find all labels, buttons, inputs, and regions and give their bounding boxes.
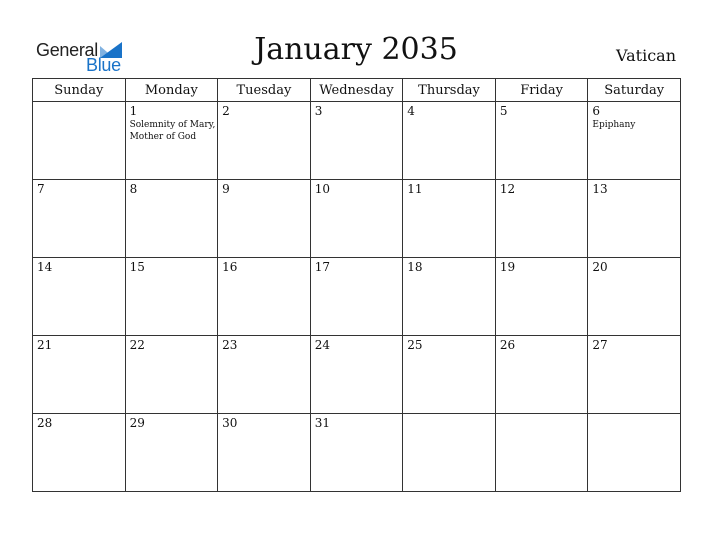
- day-number: 15: [129, 260, 145, 274]
- day-number: 30: [222, 416, 238, 430]
- day-cell: [218, 414, 311, 492]
- day-number: 11: [407, 182, 423, 196]
- day-cell: [495, 102, 588, 180]
- day-cell: [218, 180, 311, 258]
- day-number: 29: [129, 416, 145, 430]
- weekday-header-thursday: Thursday: [403, 79, 496, 102]
- day-number: 12: [499, 182, 516, 196]
- weekday-header-saturday: Saturday: [588, 79, 681, 102]
- day-number: 18: [407, 260, 423, 274]
- day-number: [588, 414, 680, 416]
- month-calendar: [32, 78, 681, 492]
- day-cell: [588, 102, 681, 180]
- day-number: [403, 414, 495, 416]
- day-cell: [218, 102, 311, 180]
- day-number: 7: [37, 182, 45, 196]
- day-cell: [33, 180, 126, 258]
- day-cell: [218, 258, 311, 336]
- day-number: 25: [407, 338, 423, 352]
- day-cell: [310, 336, 403, 414]
- day-cell: [33, 336, 126, 414]
- day-cell: [125, 336, 218, 414]
- day-cell: [403, 414, 496, 492]
- day-number: 14: [37, 260, 53, 274]
- day-number: 31: [314, 416, 330, 430]
- logo-word-general: General: [36, 40, 98, 60]
- day-cell: [495, 414, 588, 492]
- day-number: 4: [407, 104, 415, 118]
- weekday-header-monday: Monday: [125, 79, 218, 102]
- day-number: 17: [314, 260, 330, 274]
- day-number: 28: [37, 416, 53, 430]
- day-cell: [588, 336, 681, 414]
- day-number: 19: [499, 260, 516, 274]
- day-cell: [588, 180, 681, 258]
- day-number: 27: [592, 338, 608, 352]
- weekday-header-wednesday: Wednesday: [310, 79, 403, 102]
- day-number: 22: [129, 338, 145, 352]
- day-cell: [125, 258, 218, 336]
- day-number: 23: [222, 338, 238, 352]
- day-number: 9: [222, 182, 230, 196]
- day-cell: [33, 258, 126, 336]
- day-number: 5: [499, 104, 508, 118]
- weekday-header-row: [33, 79, 681, 102]
- day-number: 3: [314, 104, 323, 118]
- day-cell: [125, 414, 218, 492]
- day-number: 24: [314, 338, 330, 352]
- day-cell: [310, 414, 403, 492]
- day-cell: [310, 102, 403, 180]
- week-row: [33, 414, 681, 492]
- day-number: 13: [592, 182, 608, 196]
- day-cell: [310, 258, 403, 336]
- day-number: 8: [129, 182, 138, 196]
- day-cell: [403, 180, 496, 258]
- day-number: 1: [129, 104, 138, 118]
- day-cell: [403, 258, 496, 336]
- logo-word-blue: Blue: [86, 55, 121, 75]
- weekday-header-friday: Friday: [495, 79, 588, 102]
- holiday-label: Epiphany: [592, 120, 636, 130]
- calendar-title: January 2035: [254, 32, 458, 67]
- day-number: 6: [592, 104, 601, 118]
- day-cell: [495, 258, 588, 336]
- day-number: 21: [37, 338, 53, 352]
- day-number: 16: [222, 260, 238, 274]
- week-row: [33, 102, 681, 180]
- day-cell: [403, 336, 496, 414]
- day-number: 26: [499, 338, 516, 352]
- day-cell: [495, 336, 588, 414]
- day-cell: [588, 258, 681, 336]
- day-cell: [310, 180, 403, 258]
- calendar-body: [33, 102, 681, 492]
- day-number: 10: [314, 182, 330, 196]
- week-row: [33, 336, 681, 414]
- weekday-header-tuesday: Tuesday: [218, 79, 311, 102]
- weekday-header-sunday: Sunday: [33, 79, 126, 102]
- day-cell: [125, 180, 218, 258]
- country-name: Vatican: [616, 46, 676, 65]
- day-cell: [33, 102, 126, 180]
- day-number: 2: [222, 104, 230, 118]
- day-cell: [125, 102, 218, 180]
- day-number: [33, 102, 125, 104]
- day-cell: [403, 102, 496, 180]
- day-cell: [218, 336, 311, 414]
- day-cell: [33, 414, 126, 492]
- holiday-label: Solemnity of Mary, Mother of God: [129, 120, 216, 142]
- week-row: [33, 180, 681, 258]
- day-number: 20: [592, 260, 608, 274]
- day-cell: [588, 414, 681, 492]
- day-number: [496, 414, 588, 416]
- day-cell: [495, 180, 588, 258]
- week-row: [33, 258, 681, 336]
